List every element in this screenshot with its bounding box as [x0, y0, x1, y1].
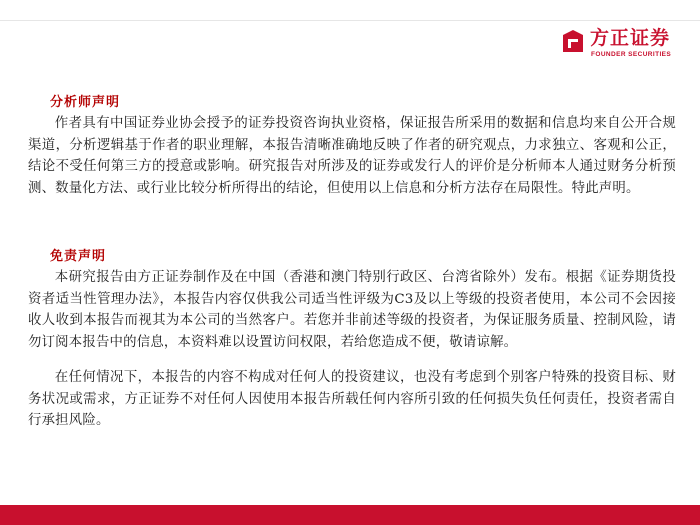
- logo-english-name: FOUNDER SECURITIES: [591, 51, 672, 58]
- header-divider: [0, 20, 700, 21]
- disclaimer-heading: 免责声明: [50, 249, 107, 264]
- footer-bar: [0, 505, 700, 525]
- founder-securities-logo: [560, 26, 685, 64]
- analyst-statement-text: 作者具有中国证券业协会授予的证券投资咨询执业资格，保证报告所采用的数据和信息均来自公开合规渠道，分析逻辑基于作者的职业理解，本报告清晰准确地反映了作者的研究观点，力求独立、客观和公正，结论不受任何第三方的授意或影响。研究报告对所涉及的证券或发行人的评价是分析师本人通过财务分析预测、数量化方法、或行业比较分析所得出的结论，但使用以上信息和分析方法存在局限性。特此声明。: [28, 116, 676, 196]
- document-body: [28, 93, 676, 432]
- logo-chinese-name: 方正证券: [590, 27, 671, 49]
- founder-logo-icon: [560, 28, 586, 54]
- analyst-statement-heading: 分析师声明: [50, 95, 121, 110]
- disclaimer-paragraph-2: 在任何情况下，本报告的内容不构成对任何人的投资建议，也没有考虑到个别客户特殊的投资目标、财务状况或需求，方正证券不对任何人因使用本报告所载任何内容所引致的任何损失负任何责任，投资者需自行承担风险。: [28, 370, 676, 428]
- disclaimer-paragraph-1: 本研究报告由方正证券制作及在中国（香港和澳门特别行政区、台湾省除外）发布。根据《证券期货投资者适当性管理办法》，本报告内容仅供我公司适当性评级为C3及以上等级的投资者使用，本公司不会因接收人收到本报告而视其为本公司的当然客户。若您并非前述等级的投资者，为保证服务质量、控制风险，请勿订阅本报告中的信息，本资料难以设置访问权限，若给您造成不便，敬请谅解。: [28, 270, 676, 350]
